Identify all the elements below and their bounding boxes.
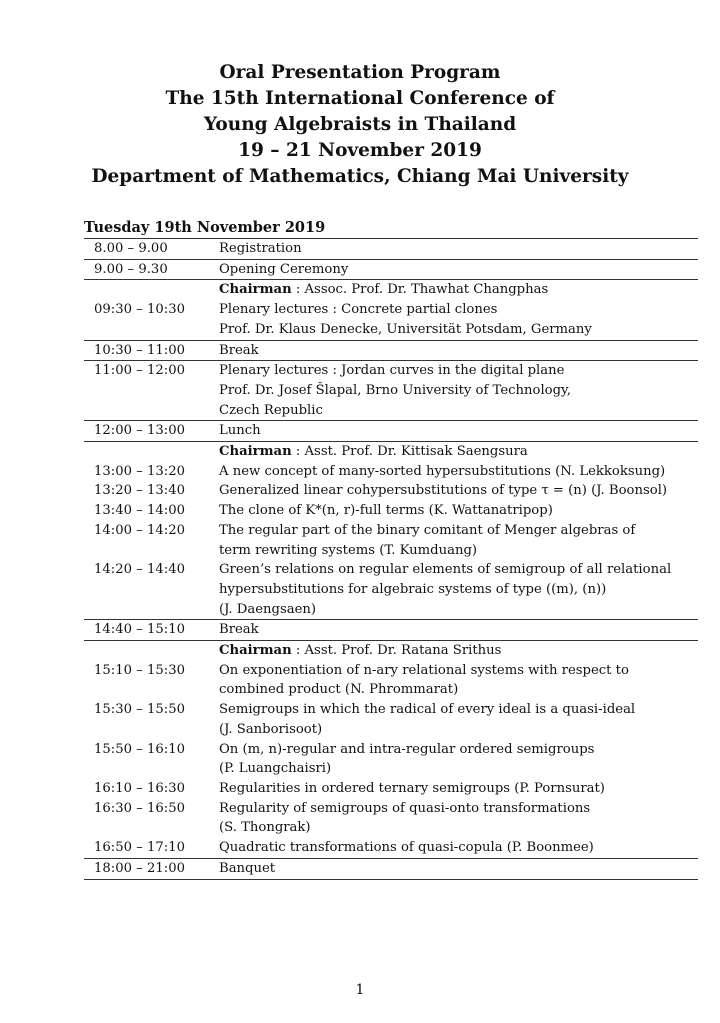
title-line-dates: 19 – 21 November 2019 — [238, 140, 482, 161]
time-cell — [84, 818, 219, 838]
table-row — [84, 580, 698, 600]
session-cell: Green’s relations on regular elements of semigroup of all relational — [219, 562, 672, 578]
chairman-label: Chairman — [219, 282, 292, 298]
time-cell: 15:10 – 15:30 — [94, 662, 185, 678]
time-cell: 09:30 – 10:30 — [94, 302, 185, 318]
time-cell: 15:30 – 15:50 — [94, 702, 185, 718]
time-cell — [84, 680, 219, 700]
table-row — [84, 818, 698, 838]
time-cell — [84, 442, 219, 462]
time-cell — [84, 280, 219, 300]
time-cell — [84, 320, 219, 340]
session-cell: hypersubstitutions for algebraic systems of type ((m), (n)) — [219, 581, 607, 597]
session-cell: (J. Daengsaen) — [219, 601, 317, 617]
time-cell: 16:30 – 16:50 — [94, 800, 185, 816]
table-row — [84, 541, 698, 561]
session-cell: Quadratic transformations of quasi-copula (P. Boonmee) — [219, 840, 594, 856]
table-row — [84, 501, 698, 521]
schedule-table — [84, 238, 698, 880]
table-row — [84, 858, 698, 879]
time-cell: 12:00 – 13:00 — [84, 421, 219, 442]
session-cell: combined product (N. Phrommarat) — [219, 682, 459, 698]
session-cell: The clone of K*(n, r)-full terms (K. Wattanatripop) — [219, 503, 553, 519]
session-cell: Banquet — [219, 858, 698, 879]
time-cell — [84, 600, 219, 620]
time-cell: 10:30 – 11:00 — [84, 340, 219, 361]
table-row — [84, 300, 698, 320]
session-cell: A new concept of many-sorted hypersubstitutions (N. Lekkoksung) — [219, 463, 666, 479]
table-row — [84, 641, 698, 661]
session-cell: term rewriting systems (T. Kumduang) — [219, 542, 478, 558]
day-heading: Tuesday 19th November 2019 — [84, 219, 326, 236]
time-cell: 11:00 – 12:00 — [84, 361, 219, 381]
table-row — [84, 462, 698, 482]
session-cell: Prof. Dr. Klaus Denecke, Universität Potsdam, Germany — [219, 321, 592, 337]
session-cell: Semigroups in which the radical of every ideal is a quasi-ideal — [219, 702, 636, 718]
session-cell: Registration — [219, 239, 698, 260]
session-cell: (J. Sanborisoot) — [219, 721, 323, 737]
time-cell: 13:00 – 13:20 — [94, 463, 185, 479]
table-row — [84, 361, 698, 381]
table-row — [84, 481, 698, 501]
page-number: 1 — [355, 982, 365, 998]
chairman-label: Chairman — [219, 444, 292, 460]
session-cell: (S. Thongrak) — [219, 820, 311, 836]
time-cell: 13:20 – 13:40 — [94, 483, 185, 499]
document-title — [0, 60, 720, 190]
time-cell — [84, 580, 219, 600]
table-row — [84, 680, 698, 700]
table-row — [84, 759, 698, 779]
session-cell: Lunch — [219, 421, 698, 442]
table-row — [84, 661, 698, 681]
table-row — [84, 700, 698, 720]
session-cell: Plenary lectures : Jordan curves in the digital plane — [219, 361, 698, 381]
title-line-country: Young Algebraists in Thailand — [203, 114, 517, 135]
session-cell: Break — [219, 340, 698, 361]
time-cell — [84, 759, 219, 779]
session-cell: On (m, n)-regular and intra-regular ordered semigroups — [219, 741, 595, 757]
chairman-label: Chairman — [219, 643, 292, 659]
chairman-name: : Asst. Prof. Dr. Kittisak Saengsura — [295, 444, 528, 460]
table-row — [84, 838, 698, 858]
time-cell: 16:10 – 16:30 — [94, 780, 185, 796]
time-cell: 14:40 – 15:10 — [84, 620, 219, 641]
time-cell: 9.00 – 9.30 — [84, 259, 219, 280]
session-cell: (P. Luangchaisri) — [219, 761, 332, 777]
table-row — [84, 779, 698, 799]
session-cell: Regularities in ordered ternary semigroups (P. Pornsurat) — [219, 780, 605, 796]
time-cell: 18:00 – 21:00 — [84, 858, 219, 879]
chairman-name: : Assoc. Prof. Dr. Thawhat Changphas — [295, 282, 549, 298]
chairman-cell — [219, 280, 698, 300]
session-cell: The regular part of the binary comitant of Menger algebras of — [219, 522, 636, 538]
table-row — [84, 320, 698, 340]
chairman-cell — [219, 641, 698, 661]
table-row — [84, 620, 698, 641]
chairman-cell — [219, 442, 698, 462]
session-cell: On exponentiation of n-ary relational systems with respect to — [219, 662, 629, 678]
table-row — [84, 340, 698, 361]
session-cell: Regularity of semigroups of quasi-onto transformations — [219, 800, 591, 816]
time-cell: 16:50 – 17:10 — [94, 840, 185, 856]
time-cell — [84, 381, 219, 401]
time-cell: 14:00 – 14:20 — [94, 522, 185, 538]
table-row — [84, 442, 698, 462]
time-cell — [84, 641, 219, 661]
title-line-department: Department of Mathematics, Chiang Mai University — [91, 166, 629, 187]
table-row — [84, 280, 698, 300]
title-line-conference: The 15th International Conference of — [165, 88, 555, 109]
table-row — [84, 239, 698, 260]
table-row — [84, 600, 698, 620]
table-row — [84, 381, 698, 401]
table-row — [84, 740, 698, 760]
chairman-name: : Asst. Prof. Dr. Ratana Srithus — [295, 643, 502, 659]
session-cell: Prof. Dr. Josef Šlapal, Brno University of Technology, — [219, 382, 571, 398]
table-row — [84, 521, 698, 541]
table-row — [84, 560, 698, 580]
session-cell: Plenary lectures : Concrete partial clones — [219, 302, 498, 318]
title-line-program: Oral Presentation Program — [219, 62, 501, 83]
time-cell — [84, 401, 219, 421]
table-row — [84, 401, 698, 421]
table-row — [84, 421, 698, 442]
session-cell: Generalized linear cohypersubstitutions of type τ = (n) (J. Boonsol) — [219, 483, 668, 499]
time-cell — [84, 720, 219, 740]
time-cell: 15:50 – 16:10 — [94, 741, 185, 757]
time-cell — [84, 541, 219, 561]
time-cell: 14:20 – 14:40 — [94, 562, 185, 578]
table-row — [84, 799, 698, 819]
time-cell: 13:40 – 14:00 — [94, 503, 185, 519]
table-row — [84, 259, 698, 280]
session-cell: Break — [219, 620, 698, 641]
table-row — [84, 720, 698, 740]
session-cell: Opening Ceremony — [219, 259, 698, 280]
time-cell: 8.00 – 9.00 — [84, 239, 219, 260]
session-cell: Czech Republic — [219, 402, 323, 418]
